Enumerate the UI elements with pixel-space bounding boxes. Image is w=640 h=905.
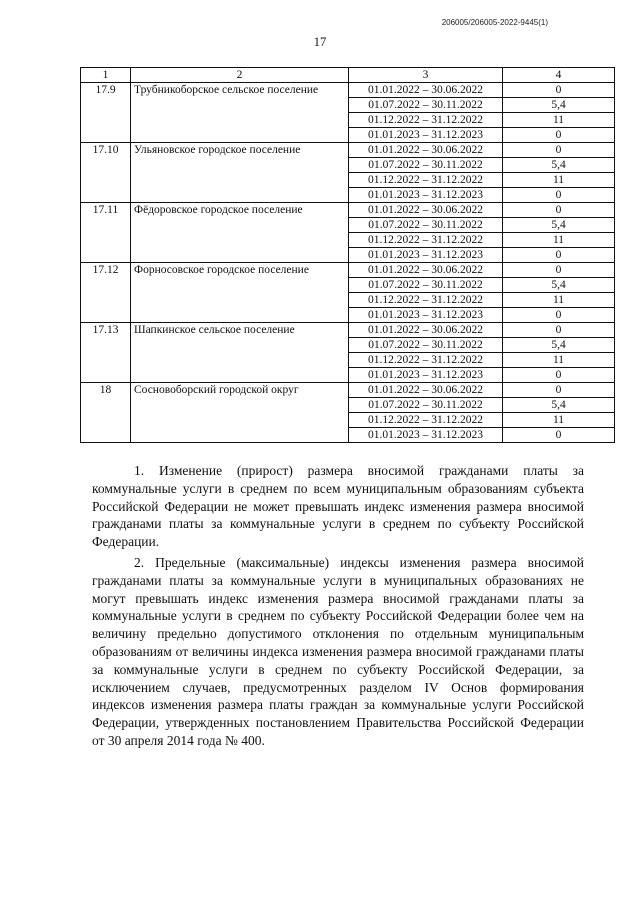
index-value-cell: 0 <box>503 248 615 263</box>
table-row <box>81 203 615 218</box>
column-header: 2 <box>131 68 349 83</box>
table-body <box>81 83 615 443</box>
column-header: 1 <box>81 68 131 83</box>
page-number: 17 <box>313 35 327 49</box>
index-value-cell: 11 <box>503 173 615 188</box>
row-number-cell: 17.9 <box>81 83 131 143</box>
period-cell: 01.07.2022 – 30.11.2022 <box>349 278 503 293</box>
row-number-cell: 17.12 <box>81 263 131 323</box>
row-number-cell: 17.13 <box>81 323 131 383</box>
period-cell: 01.01.2022 – 30.06.2022 <box>349 323 503 338</box>
paragraph: 2. Предельные (максимальные) индексы изменения размера вносимой гражданами платы за коммунальные услуги в муниципальных образованиях не могут превышать индекс изменения размера вносимой гражданами платы за коммунальные услуги в среднем по субъекту Российской Федерации более чем на величину предельно допустимого отклонения по отдельным муниципальным образованиям от величины индекса изменения размера вносимой гражданами платы за коммунальные услуги в среднем по субъекту Российской Федерации, за исключением случаев, предусмотренных разделом IV Основ формирования индексов изменения размера платы граждан за коммунальные услуги Российской Федерации, утвержденных постановлением Правительства Российской Федерации от 30 апреля 2014 года № 400. <box>92 554 584 748</box>
table-row <box>81 383 615 398</box>
index-value-cell: 11 <box>503 233 615 248</box>
municipality-name-cell: Фёдоровское городское поселение <box>131 203 349 263</box>
period-cell: 01.07.2022 – 30.11.2022 <box>349 158 503 173</box>
index-value-cell: 5,4 <box>503 218 615 233</box>
index-value-cell: 0 <box>503 128 615 143</box>
index-value-cell: 0 <box>503 83 615 98</box>
period-cell: 01.07.2022 – 30.11.2022 <box>349 98 503 113</box>
period-cell: 01.01.2023 – 31.12.2023 <box>349 308 503 323</box>
index-value-cell: 11 <box>503 413 615 428</box>
column-header: 4 <box>503 68 615 83</box>
index-value-cell: 0 <box>503 428 615 443</box>
index-value-cell: 5,4 <box>503 98 615 113</box>
period-cell: 01.07.2022 – 30.11.2022 <box>349 338 503 353</box>
index-value-cell: 5,4 <box>503 158 615 173</box>
document-id: 206005/206005-2022-9445(1) <box>441 18 548 27</box>
period-cell: 01.07.2022 – 30.11.2022 <box>349 218 503 233</box>
table-header-row <box>81 68 615 83</box>
row-number-cell: 17.10 <box>81 143 131 203</box>
period-cell: 01.12.2022 – 31.12.2022 <box>349 113 503 128</box>
index-value-cell: 0 <box>503 188 615 203</box>
index-value-cell: 5,4 <box>503 398 615 413</box>
period-cell: 01.01.2022 – 30.06.2022 <box>349 383 503 398</box>
period-cell: 01.01.2022 – 30.06.2022 <box>349 143 503 158</box>
period-cell: 01.01.2023 – 31.12.2023 <box>349 128 503 143</box>
period-cell: 01.01.2023 – 31.12.2023 <box>349 428 503 443</box>
index-value-cell: 0 <box>503 143 615 158</box>
table-row <box>81 83 615 98</box>
municipality-name-cell: Трубникоборское сельское поселение <box>131 83 349 143</box>
period-cell: 01.01.2023 – 31.12.2023 <box>349 368 503 383</box>
paragraph: 1. Изменение (прирост) размера вносимой гражданами платы за коммунальные услуги в среднем по всем муниципальным образованиям субъекта Российской Федерации не может превышать индекс изменения размера вносимой гражданами платы за коммунальные услуги в среднем по субъекту Российской Федерации. <box>92 463 584 550</box>
table-row <box>81 263 615 278</box>
period-cell: 01.01.2022 – 30.06.2022 <box>349 203 503 218</box>
municipality-name-cell: Сосновоборский городской округ <box>131 383 349 443</box>
municipality-name-cell: Шапкинское сельское поселение <box>131 323 349 383</box>
index-value-cell: 0 <box>503 263 615 278</box>
index-value-cell: 0 <box>503 308 615 323</box>
period-cell: 01.12.2022 – 31.12.2022 <box>349 233 503 248</box>
index-value-cell: 11 <box>503 353 615 368</box>
index-value-cell: 11 <box>503 113 615 128</box>
index-value-cell: 5,4 <box>503 338 615 353</box>
index-value-cell: 11 <box>503 293 615 308</box>
table-row <box>81 143 615 158</box>
period-cell: 01.12.2022 – 31.12.2022 <box>349 173 503 188</box>
period-cell: 01.12.2022 – 31.12.2022 <box>349 353 503 368</box>
period-cell: 01.12.2022 – 31.12.2022 <box>349 293 503 308</box>
index-value-cell: 5,4 <box>503 278 615 293</box>
period-cell: 01.07.2022 – 30.11.2022 <box>349 398 503 413</box>
period-cell: 01.12.2022 – 31.12.2022 <box>349 413 503 428</box>
index-value-cell: 0 <box>503 383 615 398</box>
tariff-index-table <box>80 67 615 443</box>
period-cell: 01.01.2023 – 31.12.2023 <box>349 188 503 203</box>
period-cell: 01.01.2022 – 30.06.2022 <box>349 263 503 278</box>
row-number-cell: 18 <box>81 383 131 443</box>
body-text <box>92 462 584 753</box>
index-value-cell: 0 <box>503 368 615 383</box>
municipality-name-cell: Ульяновское городское поселение <box>131 143 349 203</box>
row-number-cell: 17.11 <box>81 203 131 263</box>
index-value-cell: 0 <box>503 323 615 338</box>
period-cell: 01.01.2023 – 31.12.2023 <box>349 248 503 263</box>
index-value-cell: 0 <box>503 203 615 218</box>
column-header: 3 <box>349 68 503 83</box>
period-cell: 01.01.2022 – 30.06.2022 <box>349 83 503 98</box>
municipality-name-cell: Форносовское городское поселение <box>131 263 349 323</box>
table-row <box>81 323 615 338</box>
